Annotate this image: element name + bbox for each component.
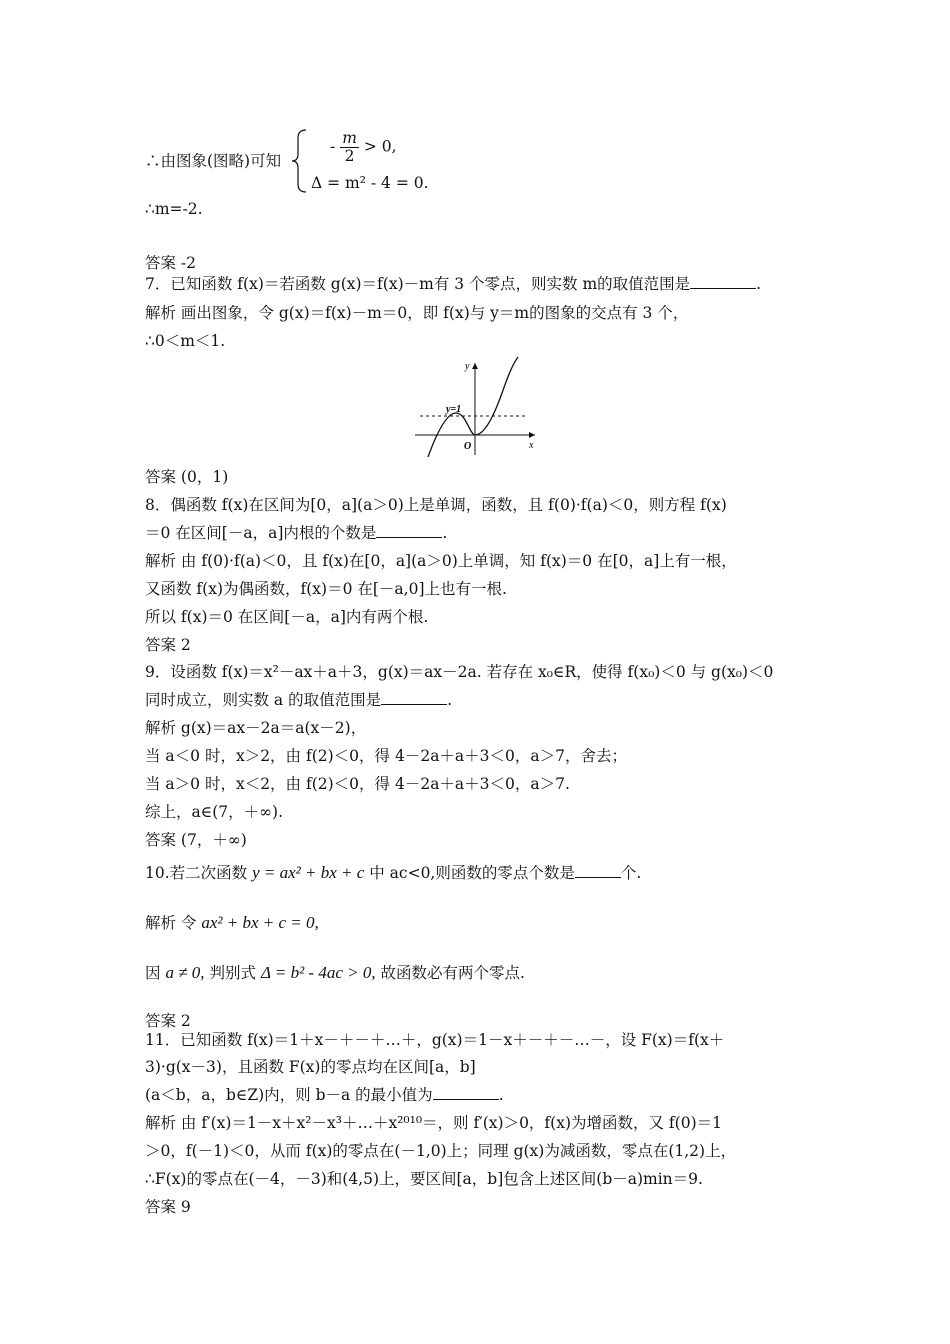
q9-answer: 答案 (7，＋∞) — [145, 831, 247, 849]
q8-answer: 答案 2 — [145, 636, 191, 654]
x-arrow-icon — [529, 432, 535, 438]
s6-result: ∴m=-2. — [145, 200, 203, 218]
q9-line1: 9．设函数 f(x)＝x²－ax＋a＋3，g(x)＝ax－2a. 若存在 x₀∈R，使得 f(x₀)＜0 与 g(x₀)＜0 — [145, 663, 774, 681]
y-axis-label: y — [465, 361, 470, 372]
y-arrow-icon — [472, 363, 478, 369]
q8-line1: 8．偶函数 f(x)在区间为[0，a](a＞0)上是单调，函数，且 f(0)·f(a)＜0，则方程 f(x) — [145, 496, 727, 514]
q7-graph — [410, 355, 545, 460]
q8-analysis-2: 又函数 f(x)为偶函数，f(x)＝0 在[－a,0]上也有一根. — [145, 580, 507, 598]
q11-line3: (a＜b，a，b∈Z)内，则 b－a 的最小值为 . — [145, 1086, 504, 1104]
q9-analysis-1: 解析 g(x)＝ax－2a＝a(x－2)， — [145, 719, 367, 737]
q11-line1: 11．已知函数 f(x)＝1＋x－＋－＋…＋，g(x)＝1－x＋－＋－…－，设 F(x)＝f(x＋ — [145, 1031, 725, 1049]
q10-analysis-1: 解析 令 ax² + bx + c = 0, — [145, 913, 319, 932]
line-label: y=1 — [446, 404, 462, 415]
s6-answer: 答案 -2 — [145, 254, 197, 272]
q11-analysis-3: ∴F(x)的零点在(－4，－3)和(4,5)上，要区间[a，b]包含上述区间(b－a)min＝9. — [145, 1170, 703, 1188]
q7-result: ∴0＜m＜1. — [145, 332, 226, 350]
x-axis-label: x — [529, 440, 534, 451]
q10-question: 10.若二次函数 y = ax² + bx + c 中 ac<0,则函数的零点个数是 个. — [145, 863, 642, 882]
q10-answer: 答案 2 — [145, 1012, 191, 1030]
q11-analysis-1: 解析 由 f′(x)＝1－x＋x²－x³＋…＋x²⁰¹⁰＝，则 f′(x)＞0，f(x)为增函数，又 f(0)＝1 — [145, 1114, 722, 1132]
s6-cond2: Δ = m² - 4 = 0. — [311, 174, 429, 192]
q9-line2: 同时成立，则实数 a 的取值范围是 . — [145, 691, 453, 709]
q11-answer: 答案 9 — [145, 1198, 191, 1216]
q7-answer: 答案 (0，1) — [145, 468, 229, 486]
q10-formula: y = ax² + bx + c — [252, 863, 365, 882]
q8-line2: ＝0 在区间[－a，a]内根的个数是 . — [145, 524, 448, 542]
s6-intro: ∴由图象(图略)可知 — [145, 152, 282, 170]
s6-cond1: - $\frac{m}{2}$ > 0, — [330, 129, 397, 165]
q7-question: 7．已知函数 f(x)＝若函数 g(x)＝f(x)－m有 3 个零点，则实数 m的取值范围是 . — [145, 275, 762, 293]
function-curve — [428, 357, 518, 457]
q11-line2: 3)·g(x－3)，且函数 F(x)的零点均在区间[a，b] — [145, 1058, 476, 1076]
q9-analysis-3: 当 a＞0 时，x＜2，由 f(2)＜0，得 4－2a＋a＋3＜0，a＞7. — [145, 775, 570, 793]
system-brace — [290, 128, 310, 194]
origin-label: O — [464, 441, 472, 452]
q9-analysis-2: 当 a＜0 时，x＞2，由 f(2)＜0，得 4－2a＋a＋3＜0，a＞7，舍去； — [145, 747, 627, 765]
q11-analysis-2: ＞0，f(－1)＜0，从而 f(x)的零点在(－1,0)上；同理 g(x)为减函数，零点在(1,2)上， — [145, 1142, 737, 1160]
q10-analysis-2: 因 a ≠ 0, 判别式 Δ = b² - 4ac > 0, 故函数必有两个零点. — [145, 963, 525, 982]
q9-analysis-4: 综上，a∈(7，＋∞). — [145, 803, 284, 821]
q7-analysis: 解析 画出图象，令 g(x)＝f(x)－m＝0，即 f(x)与 y＝m的图象的交点有 3 个， — [145, 304, 689, 322]
q8-analysis-1: 解析 由 f(0)·f(a)＜0，且 f(x)在[0，a](a＞0)上单调，知 f(x)＝0 在[0，a]上有一根， — [145, 552, 737, 570]
q8-analysis-3: 所以 f(x)＝0 在区间[－a，a]内有两个根. — [145, 608, 429, 626]
